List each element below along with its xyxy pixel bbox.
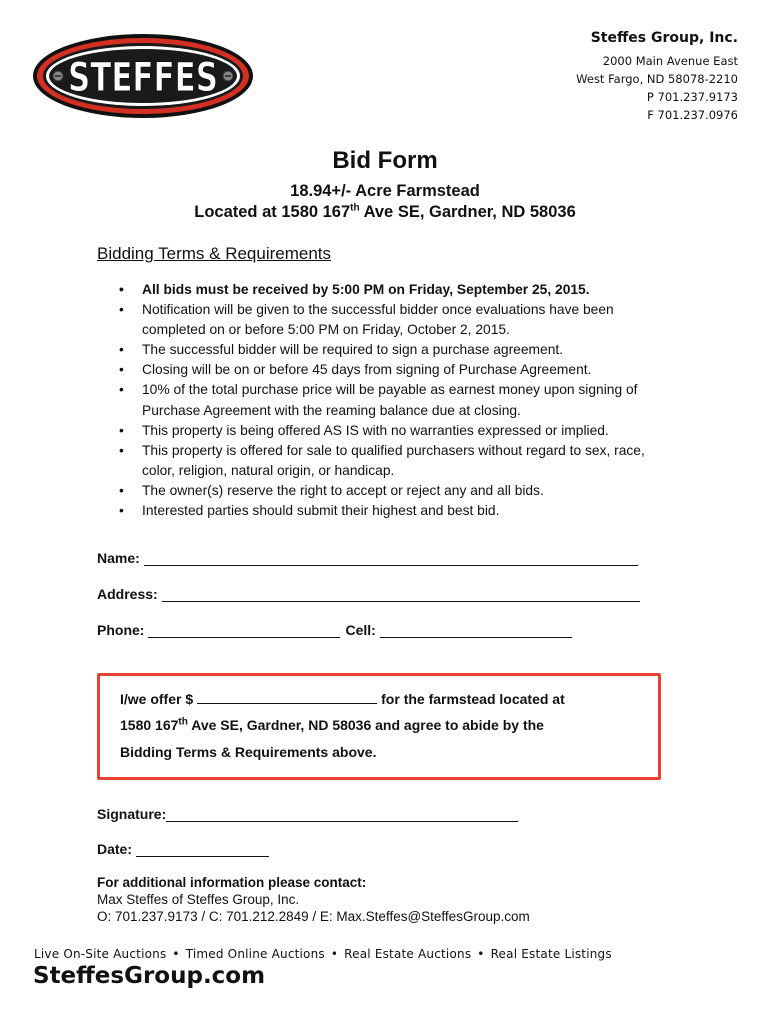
- contact-heading: For additional information please contact:: [97, 875, 367, 890]
- signature-input[interactable]: [166, 807, 518, 822]
- footer-website[interactable]: SteffesGroup.com: [33, 963, 266, 989]
- company-info: [576, 30, 738, 124]
- date-field: [97, 841, 269, 857]
- cell-label: Cell:: [345, 622, 376, 638]
- phone-input[interactable]: [148, 623, 340, 638]
- signature-label: Signature:: [97, 806, 167, 822]
- offer-address-pre: 1580 167: [120, 717, 179, 733]
- name-field: [97, 550, 638, 566]
- offer-line-2: [120, 717, 544, 733]
- term-item: • 10% of the total purchase price will be payable as earnest money upon signing of Purchase Agreement with the reaming balance due at closing.: [97, 380, 677, 420]
- service-item: Live On-Site Auctions: [34, 947, 167, 961]
- service-separator: •: [477, 947, 485, 961]
- contact-block: [97, 874, 530, 925]
- company-address-2: West Fargo, ND 58078-2210: [576, 72, 738, 86]
- logo-text: STEFFES: [68, 55, 218, 101]
- offer-line-3: Bidding Terms & Requirements above.: [120, 744, 377, 760]
- service-separator: •: [172, 947, 180, 961]
- term-item: • Closing will be on or before 45 days from signing of Purchase Agreement.: [97, 360, 677, 380]
- offer-line-1: [120, 690, 565, 707]
- company-address-1: 2000 Main Avenue East: [602, 54, 738, 68]
- location-sup: th: [350, 202, 360, 214]
- offer-address-sup: th: [178, 716, 188, 728]
- phone-field: [97, 622, 572, 638]
- term-item: • The successful bidder will be required to sign a purchase agreement.: [97, 340, 677, 360]
- company-phone: P 701.237.9173: [646, 90, 738, 104]
- location-post: Ave SE, Gardner, ND 58036: [359, 203, 576, 221]
- term-item: • All bids must be received by 5:00 PM on Friday, September 25, 2015.: [97, 280, 677, 300]
- date-input[interactable]: [136, 842, 269, 857]
- offer-post: for the farmstead located at: [381, 691, 565, 707]
- term-item: • This property is being offered AS IS with no warranties expressed or implied.: [97, 421, 677, 441]
- property-subtitle: 18.94+/- Acre Farmstead: [290, 182, 480, 200]
- offer-box: [97, 673, 661, 780]
- logo-graphic: [32, 33, 254, 119]
- term-item: • The owner(s) reserve the right to accept or reject any and all bids.: [97, 481, 677, 501]
- steffes-logo: [32, 33, 254, 119]
- offer-amount-input[interactable]: [197, 690, 377, 704]
- term-item: • Notification will be given to the successful bidder once evaluations have been completed on or before 5:00 PM on Friday, October 2, 2015.: [97, 300, 677, 340]
- phone-label: Phone:: [97, 622, 145, 638]
- term-item: • This property is offered for sale to qualified purchasers without regard to sex, race, color, religion, natural origin, or handicap.: [97, 441, 677, 481]
- address-field: [97, 586, 640, 602]
- date-label: Date:: [97, 841, 133, 857]
- cell-input[interactable]: [380, 623, 572, 638]
- company-name: Steffes Group, Inc.: [590, 30, 738, 46]
- page-title: Bid Form: [332, 147, 438, 174]
- name-input[interactable]: [144, 551, 638, 566]
- footer-services: [34, 947, 612, 961]
- name-label: Name:: [97, 550, 140, 566]
- terms-heading: Bidding Terms & Requirements: [97, 244, 332, 263]
- address-label: Address:: [97, 586, 158, 602]
- service-separator: •: [330, 947, 339, 961]
- company-fax: F 701.237.0976: [647, 108, 738, 122]
- location-pre: Located at 1580 167: [194, 203, 351, 221]
- offer-pre: I/we offer $: [120, 691, 194, 707]
- service-item: Real Estate Auctions: [344, 947, 472, 961]
- service-item: Real Estate Listings: [490, 947, 612, 961]
- address-input[interactable]: [162, 587, 640, 602]
- property-location: [0, 203, 770, 222]
- term-item: • Interested parties should submit their highest and best bid.: [97, 501, 677, 521]
- service-item: Timed Online Auctions: [185, 947, 325, 961]
- signature-field: [97, 806, 518, 822]
- contact-details: O: 701.237.9173 / C: 701.212.2849 / E: Max.Steffes@SteffesGroup.com: [97, 909, 530, 924]
- offer-address-post: Ave SE, Gardner, ND 58036 and agree to abide by the: [187, 717, 544, 733]
- contact-name: Max Steffes of Steffes Group, Inc.: [97, 892, 300, 907]
- terms-list: [97, 280, 677, 521]
